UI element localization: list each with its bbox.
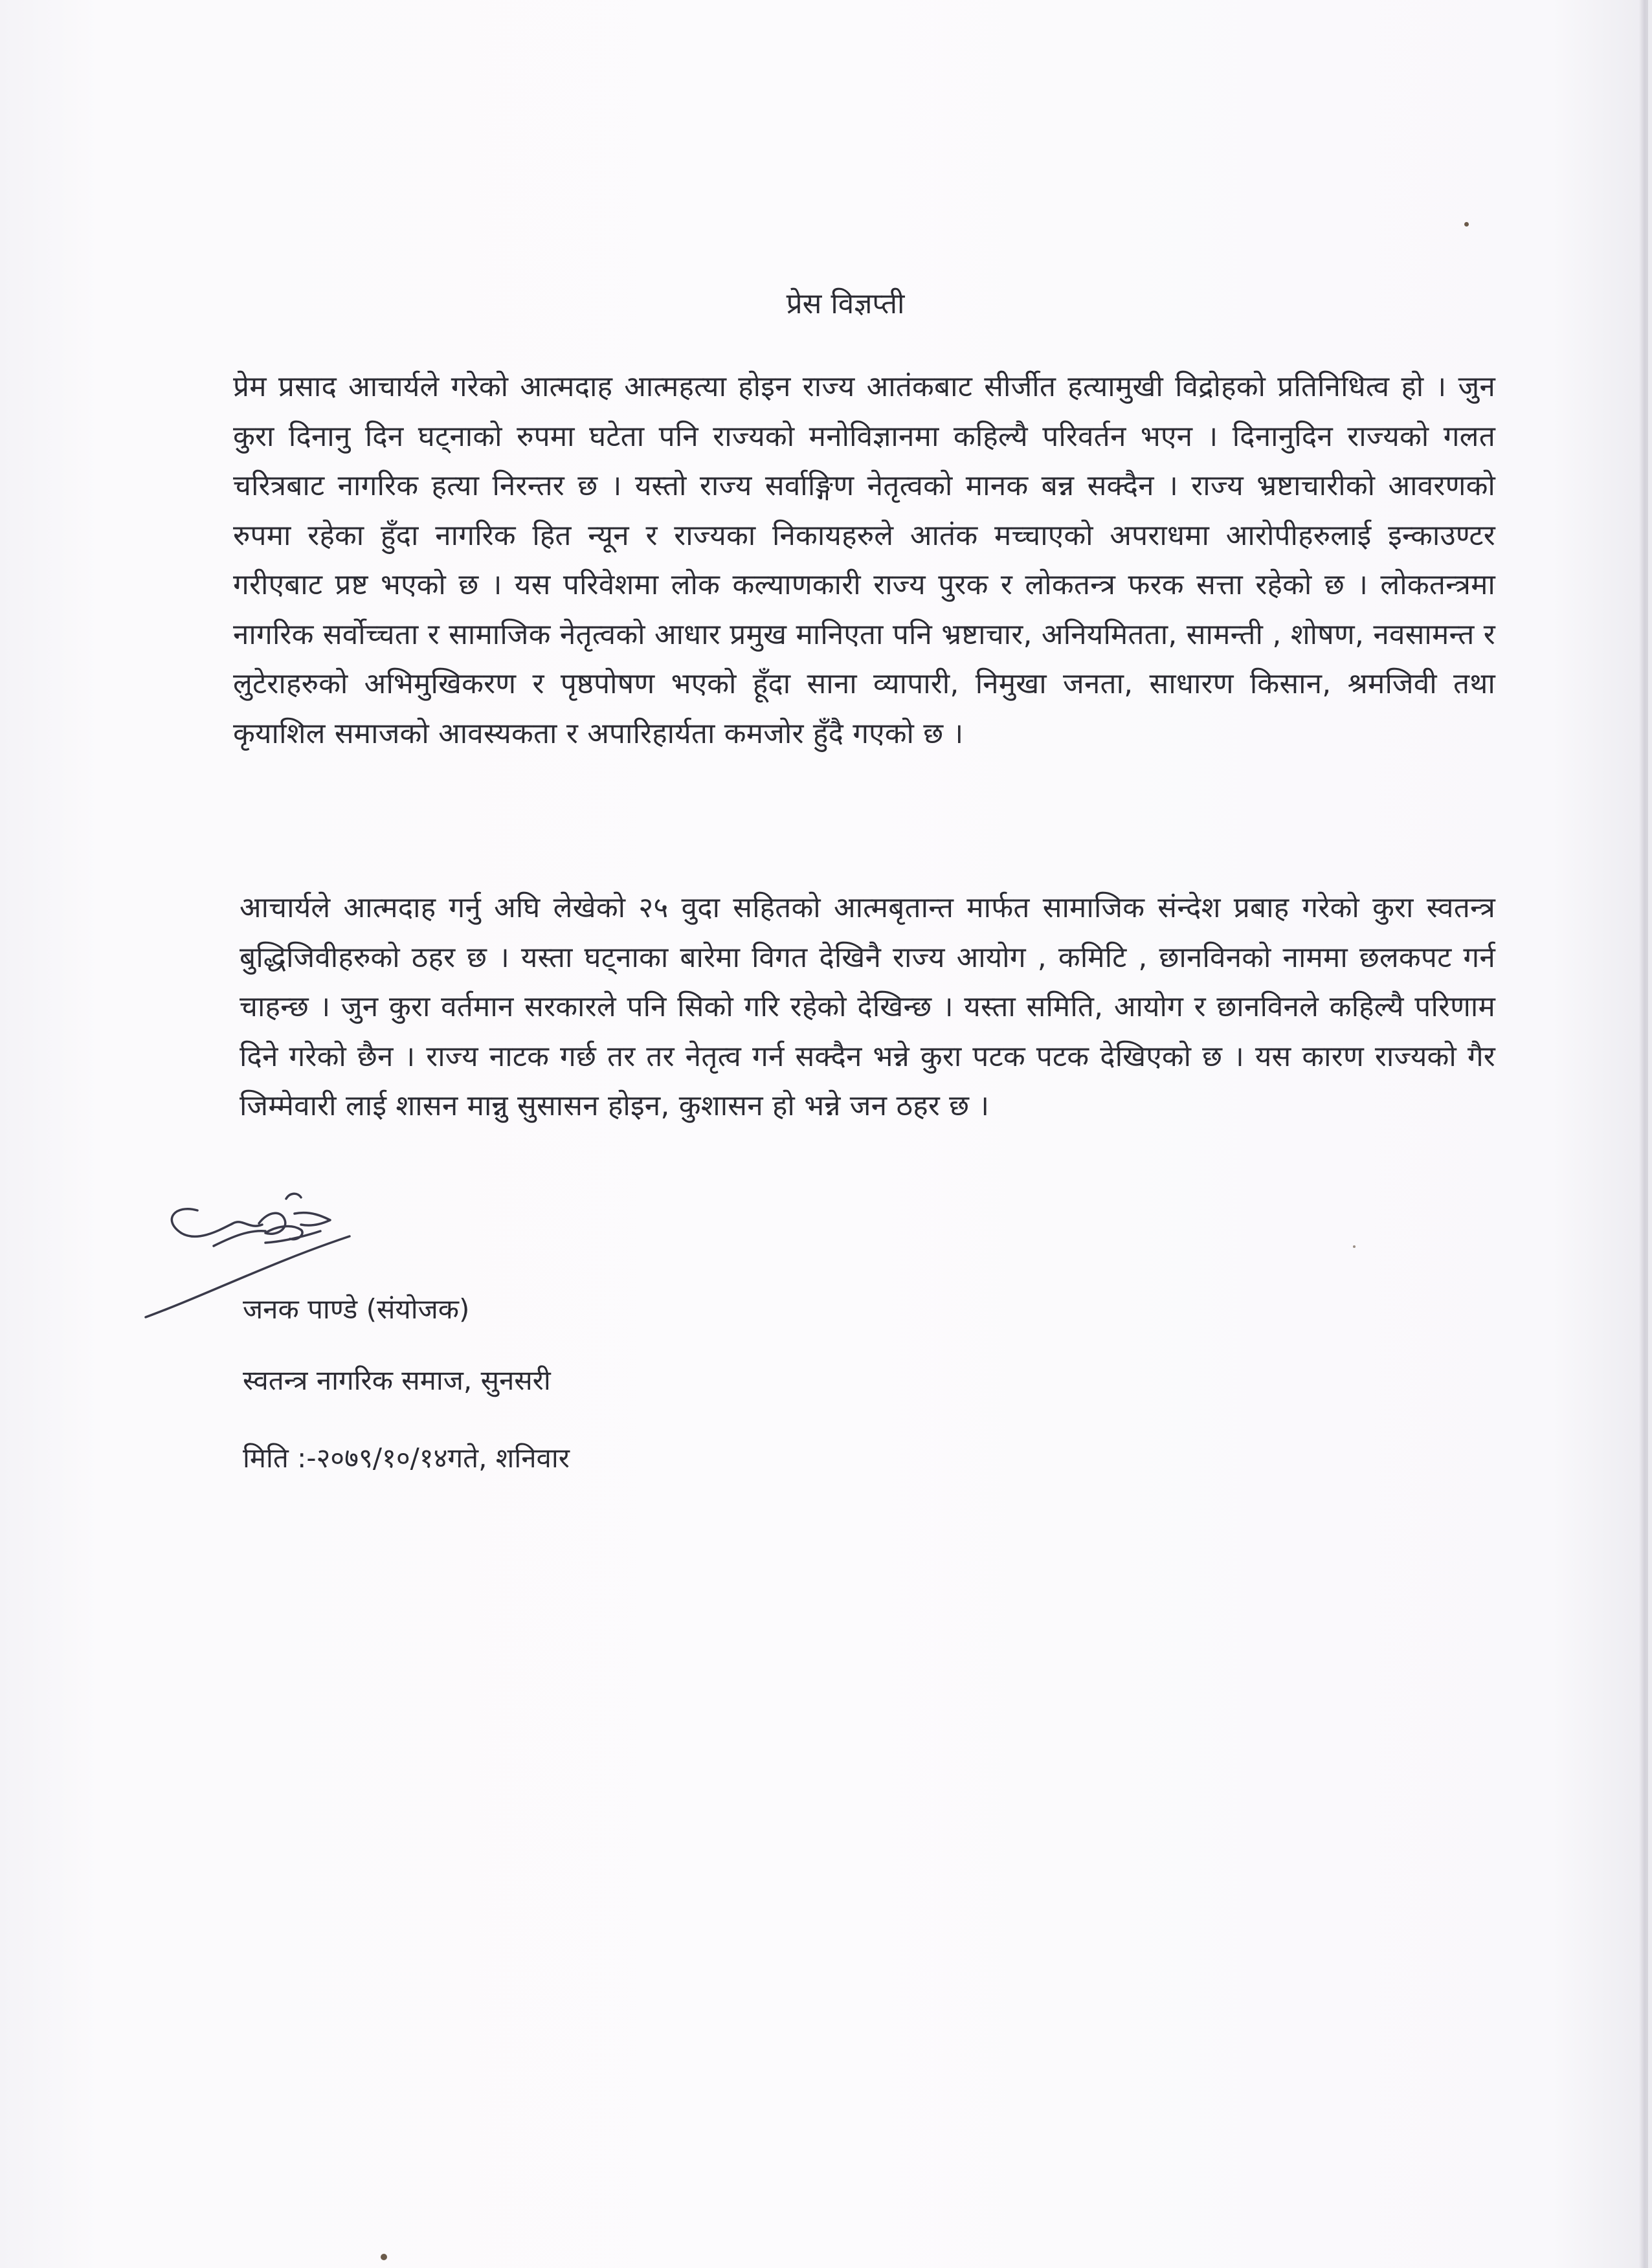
body-paragraph-1: प्रेम प्रसाद आचार्यले गरेको आत्मदाह आत्महत्या होइन राज्य आतंकबाट सीर्जीत हत्यामुखी विद्रोहको प्रतिनिधित्व हो । जुन कुरा दिनानु दिन घट्नाको रुपमा घटेता पनि राज्यको मनोविज्ञानमा कहिल्यै परिवर्तन भएन । दिनानुदिन राज्यको गलत चरित्रबाट नागरिक हत्या निरन्तर छ । यस्तो राज्य सर्वाङ्गिण नेतृत्वको मानक बन्न सक्दैन । राज्य भ्रष्टाचारीको आवरणको रुपमा रहेका हुँदा नागरिक हित न्यून र राज्यका निकायहरुले आतंक मच्चाएको अपराधमा आरोपीहरुलाई इन्काउण्टर गरीएबाट प्रष्ट भएको छ । यस परिवेशमा लोक कल्याणकारी राज्य पुरक र लोकतन्त्र फरक सत्ता रहेको छ । लोकतन्त्रमा नागरिक सर्वोच्चता र सामाजिक नेतृत्वको आधार प्रमुख मानिएता पनि भ्रष्टाचार, अनियमितता, सामन्ती , शोषण, नवसामन्त र लुटेराहरुको अभिमुखिकरण र पृष्ठपोषण भएको हूँदा साना व्यापारी, निमुखा जनता, साधारण किसान, श्रमजिवी तथा कृयाशिल समाजको आवस्यकता र अपारिहार्यता कमजोर हुँदै गएको छ ।: [233, 370, 1495, 750]
document-title: प्रेस विज्ञप्ती: [786, 287, 905, 320]
signatory-name: जनक पाण्डे (संयोजक): [243, 1293, 470, 1325]
paper-speck: [381, 2254, 387, 2260]
paper-edge-crease: [1639, 0, 1648, 2268]
document-date: मिति :-२०७९/१०/१४गते, शनिवार: [243, 1442, 570, 1474]
body-paragraph-2: आचार्यले आत्मदाह गर्नु अघि लेखेको २५ वुदा सहितको आत्मबृतान्त मार्फत सामाजिक संन्देश प्रबाह गरेको कुरा स्वतन्त्र बुद्धिजिवीहरुको ठहर छ । यस्ता घट्नाका बारेमा विगत देखिनै राज्य आयोग , कमिटि , छानविनको नाममा छलकपट गर्न चाहन्छ । जुन कुरा वर्तमान सरकारले पनि सिको गरि रहेको देखिन्छ । यस्ता समिति, आयोग र छानविनले कहिल्यै परिणाम दिने गरेको छैन । राज्य नाटक गर्छ तर तर नेतृत्व गर्न सक्दैन भन्ने कुरा पटक पटक देखिएको छ । यस कारण राज्यको गैर जिम्मेवारी लाई शासन मान्नु सुसासन होइन, कुशासन हो भन्ने जन ठहर छ ।: [240, 891, 1495, 1122]
signatory-organization: स्वतन्त्र नागरिक समाज, सुनसरी: [243, 1364, 551, 1396]
paper-speck: [1353, 1245, 1356, 1248]
paper-speck: [1464, 222, 1469, 227]
